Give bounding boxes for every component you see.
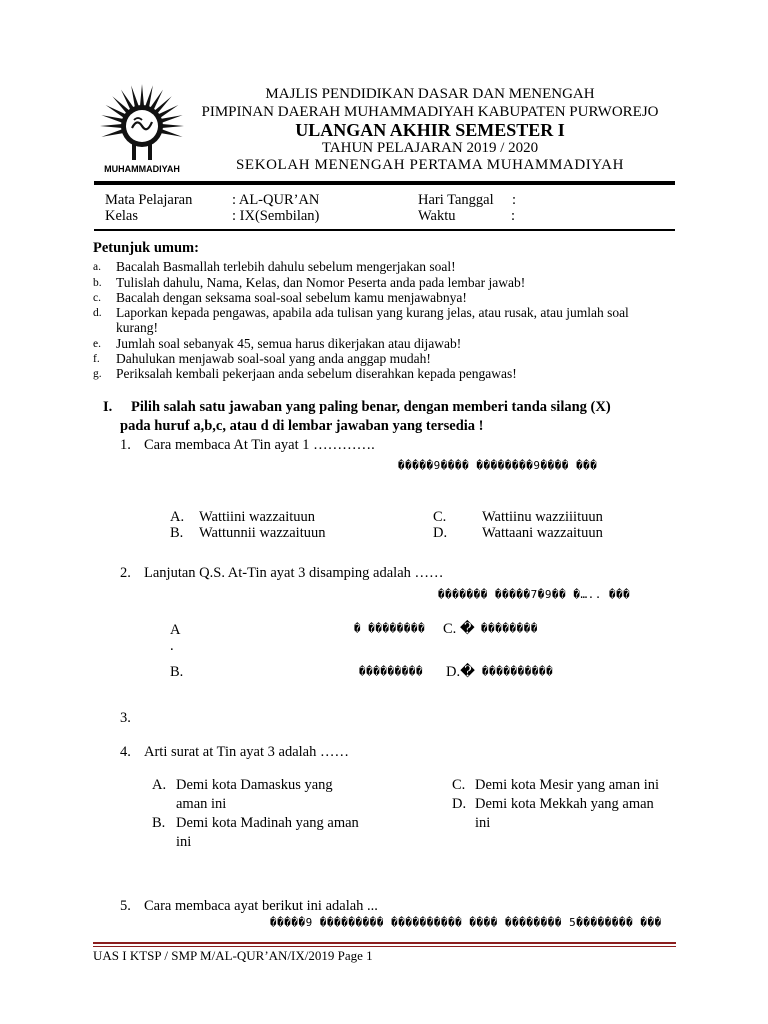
info-divider [94,229,675,231]
option-letter: C. � [443,621,475,637]
instructions-title: Petunjuk umum: [93,240,199,256]
option-letter: C. [452,777,466,793]
instruction-letter: f. [93,353,100,365]
question-number: 1. [120,437,131,453]
option-letter: B. [152,815,166,831]
question-number: 3. [120,710,131,726]
page-footer: UAS I KTSP / SMP M/AL-QUR’AN/IX/2019 Page 1 [93,948,373,963]
question-text: Arti surat at Tin ayat 3 adalah …… [144,744,349,760]
option-text-continued: ini [176,834,192,850]
option-letter: B. [170,525,184,541]
exam-title: ULANGAN AKHIR SEMESTER I [295,120,565,140]
option-text: Demi kota Damaskus yang [176,777,333,793]
arabic-verse: �����9 ��������� ���������� ���� �������� 5�������� ��� [270,916,662,929]
class-value: : IX(Sembilan) [232,208,320,224]
header-line-2: PIMPINAN DAERAH MUHAMMADIYAH KABUPATEN PURWOREJO [201,104,659,120]
section-instruction-line-2: pada huruf a,b,c, atau d di lembar jawaban yang tersedia ! [120,418,484,434]
question-text: Cara membaca ayat berikut ini adalah ... [144,898,378,914]
date-colon: : [512,192,517,208]
option-letter: A. [170,509,185,525]
footer-divider-thin [93,946,676,947]
option-letter: C. [433,509,447,525]
instruction-letter: e. [93,338,101,350]
option-text-continued: aman ini [176,796,227,812]
question-number: 4. [120,744,131,760]
instruction-text: Jumlah soal sebanyak 45, semua harus dikerjakan atau dijawab! [116,336,462,351]
option-text-continued: ini [475,815,491,831]
muhammadiyah-logo [96,84,188,176]
arabic-option: � �������� [354,622,426,635]
instruction-text-continued: kurang! [116,320,158,335]
logo-text: MUHAMMADIYAH [104,164,180,174]
option-letter: B. [170,664,184,680]
option-letter-dot: . [170,638,174,654]
class-label: Kelas [105,208,139,224]
instruction-letter: a. [93,261,101,273]
sun-rays-icon [100,84,184,160]
question-text: Lanjutan Q.S. At-Tin ayat 3 disamping adalah …… [144,565,444,581]
option-letter: D. [433,525,448,541]
instruction-text: Laporkan kepada pengawas, apabila ada tulisan yang kurang jelas, atau rusak, atau jumlah soal [116,305,629,320]
option-text: Demi kota Mesir yang aman ini [475,777,660,793]
option-letter: A [170,622,181,638]
arabic-option: ��������� [359,665,424,678]
arabic-verse: �����9���� ��������9���� ��� [398,459,598,472]
option-letter: D.� [446,664,475,680]
instruction-text: Dahulukan menjawab soal-soal yang anda anggap mudah! [116,351,431,366]
option-text: Wattiini wazzaituun [199,509,315,525]
instruction-text: Bacalah Basmallah terlebih dahulu sebelum mengerjakan soal! [116,259,456,274]
section-instruction-line-1: Pilih salah satu jawaban yang paling benar, dengan memberi tanda silang (X) [131,399,611,415]
instruction-text: Tulislah dahulu, Nama, Kelas, dan Nomor Peserta anda pada lembar jawab! [116,275,526,290]
time-colon: : [511,208,516,224]
section-numeral: I. [103,399,113,415]
instruction-text: Periksalah kembali pekerjaan anda sebelum diserahkan kepada pengawas! [116,366,517,381]
date-label: Hari Tanggal [418,192,494,208]
instruction-letter: g. [93,368,102,380]
option-text: Demi kota Mekkah yang aman [475,796,654,812]
header-line-1: MAJLIS PENDIDIKAN DASAR DAN MENENGAH [265,86,595,102]
question-number: 2. [120,565,131,581]
option-letter: D. [452,796,467,812]
header-divider [94,181,675,185]
academic-year: TAHUN PELAJARAN 2019 / 2020 [321,140,539,156]
instruction-letter: c. [93,292,101,304]
arabic-verse: ������� �����7�9�� �….. ��� [438,588,631,601]
instruction-text: Bacalah dengan seksama soal-soal sebelum kamu menjawabnya! [116,290,467,305]
school-name: SEKOLAH MENENGAH PERTAMA MUHAMMADIYAH [235,157,625,173]
time-label: Waktu [418,208,456,224]
subject-value: : AL-QUR’AN [232,192,320,208]
question-number: 5. [120,898,131,914]
instruction-letter: b. [93,277,102,289]
subject-label: Mata Pelajaran [105,192,193,208]
option-text: Demi kota Madinah yang aman [176,815,359,831]
arabic-option: ���������� [482,665,554,678]
option-text: Wattiinu wazziiituun [482,509,603,525]
question-text: Cara membaca At Tin ayat 1 …………. [144,437,375,453]
arabic-option: �������� [481,622,538,635]
footer-divider [93,942,676,944]
option-text: Wattunnii wazzaituun [199,525,326,541]
instruction-letter: d. [93,307,102,319]
option-letter: A. [152,777,167,793]
option-text: Wattaani wazzaituun [482,525,603,541]
